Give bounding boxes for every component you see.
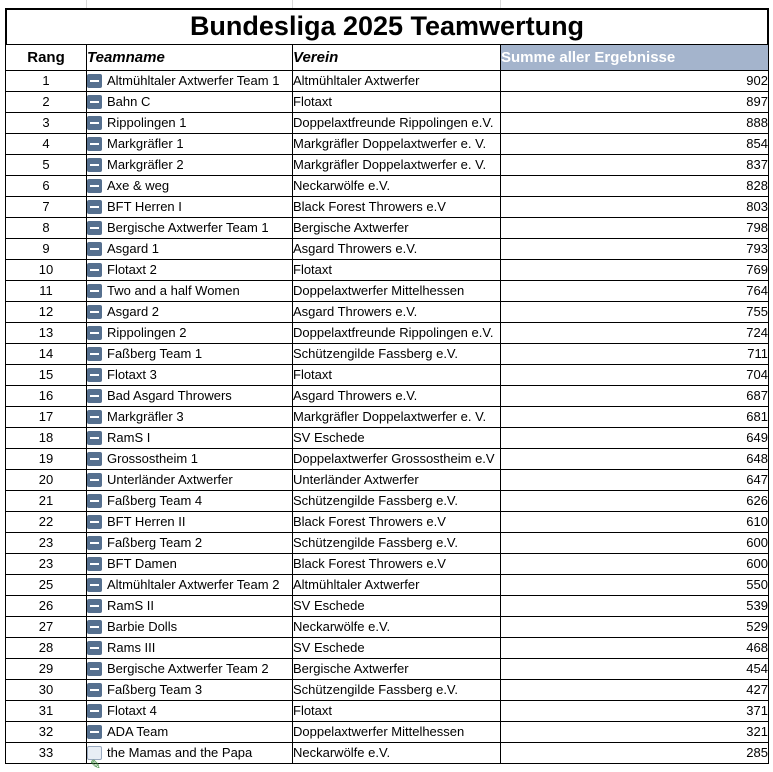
team-label: Faßberg Team 4: [107, 493, 203, 508]
cell-summe[interactable]: 888: [501, 113, 769, 134]
cell-rang[interactable]: 8: [6, 218, 87, 239]
cell-teamname[interactable]: [87, 701, 293, 722]
cell-rang[interactable]: 7: [6, 197, 87, 218]
cell-summe[interactable]: 648: [501, 449, 769, 470]
edit-button[interactable]: [87, 746, 102, 772]
minus-icon[interactable]: [87, 305, 102, 319]
header-rang[interactable]: Rang: [6, 45, 87, 71]
team-label: Axe & weg: [107, 178, 170, 193]
cell-verein[interactable]: Asgard Throwers e.V.: [293, 239, 501, 260]
cell-rang[interactable]: 6: [6, 176, 87, 197]
cell-summe[interactable]: 600: [501, 554, 769, 575]
cell-verein[interactable]: Schützengilde Fassberg e.V.: [293, 491, 501, 512]
table-row: [6, 197, 769, 218]
cell-summe[interactable]: 897: [501, 92, 769, 113]
cell-verein[interactable]: Doppelaxtfreunde Rippolingen e.V.: [293, 113, 501, 134]
cell-verein[interactable]: Markgräfler Doppelaxtwerfer e. V.: [293, 155, 501, 176]
cell-teamname[interactable]: [87, 113, 293, 134]
cell-summe[interactable]: 854: [501, 134, 769, 155]
team-label: Rippolingen 2: [107, 325, 187, 340]
cell-rang[interactable]: 16: [6, 386, 87, 407]
cell-rang[interactable]: 28: [6, 638, 87, 659]
cell-teamname[interactable]: [87, 407, 293, 428]
minus-icon[interactable]: [87, 473, 102, 487]
cell-teamname[interactable]: [87, 680, 293, 701]
table-row: [6, 218, 769, 239]
minus-icon[interactable]: [87, 704, 102, 718]
cell-teamname[interactable]: [87, 134, 293, 155]
team-label: RamS I: [107, 430, 151, 445]
cell-teamname[interactable]: [87, 218, 293, 239]
minus-icon[interactable]: [87, 494, 102, 508]
cell-verein[interactable]: Neckarwölfe e.V.: [293, 176, 501, 197]
cell-verein[interactable]: Black Forest Throwers e.V: [293, 554, 501, 575]
table-row: [6, 449, 769, 470]
cell-teamname[interactable]: [87, 92, 293, 113]
table-row: [6, 407, 769, 428]
cell-verein[interactable]: SV Eschede: [293, 638, 501, 659]
cell-summe[interactable]: 371: [501, 701, 769, 722]
table-row: [6, 743, 769, 764]
table-row: [6, 638, 769, 659]
cell-verein[interactable]: Markgräfler Doppelaxtwerfer e. V.: [293, 134, 501, 155]
table-row: [6, 113, 769, 134]
cell-rang[interactable]: 33: [6, 743, 87, 764]
cell-rang[interactable]: 11: [6, 281, 87, 302]
cell-summe[interactable]: 837: [501, 155, 769, 176]
cell-verein[interactable]: Markgräfler Doppelaxtwerfer e. V.: [293, 407, 501, 428]
cell-summe[interactable]: 902: [501, 71, 769, 92]
cell-summe[interactable]: 285: [501, 743, 769, 764]
cell-teamname[interactable]: [87, 344, 293, 365]
team-label: Faßberg Team 3: [107, 682, 203, 697]
table-row: [6, 701, 769, 722]
cell-rang[interactable]: 19: [6, 449, 87, 470]
cell-rang[interactable]: 22: [6, 512, 87, 533]
minus-icon[interactable]: [87, 410, 102, 424]
cell-rang[interactable]: 30: [6, 680, 87, 701]
header-summe[interactable]: Summe aller Ergebnisse: [501, 45, 769, 71]
team-label: Bergische Axtwerfer Team 2: [107, 661, 269, 676]
minus-icon[interactable]: [87, 158, 102, 172]
team-label: Faßberg Team 1: [107, 346, 203, 361]
cell-summe[interactable]: 610: [501, 512, 769, 533]
cell-rang[interactable]: 23: [6, 533, 87, 554]
minus-icon[interactable]: [87, 641, 102, 655]
cell-rang[interactable]: 5: [6, 155, 87, 176]
minus-icon[interactable]: [87, 95, 102, 109]
table-row: [6, 554, 769, 575]
minus-icon[interactable]: [87, 515, 102, 529]
cell-verein[interactable]: Schützengilde Fassberg e.V.: [293, 533, 501, 554]
sheet-title: Bundesliga 2025 Teamwertung: [5, 8, 769, 44]
team-label: Bergische Axtwerfer Team 1: [107, 220, 269, 235]
cell-rang[interactable]: 32: [6, 722, 87, 743]
minus-icon[interactable]: [87, 284, 102, 298]
cell-teamname[interactable]: [87, 449, 293, 470]
cell-rang[interactable]: 31: [6, 701, 87, 722]
table-row: [6, 659, 769, 680]
minus-icon[interactable]: [87, 137, 102, 151]
cell-summe[interactable]: 681: [501, 407, 769, 428]
cell-verein[interactable]: Asgard Throwers e.V.: [293, 302, 501, 323]
cell-summe[interactable]: 550: [501, 575, 769, 596]
minus-icon[interactable]: [87, 620, 102, 634]
cell-summe[interactable]: 539: [501, 596, 769, 617]
minus-icon[interactable]: [87, 599, 102, 613]
cell-verein[interactable]: Schützengilde Fassberg e.V.: [293, 344, 501, 365]
cell-summe[interactable]: 626: [501, 491, 769, 512]
cell-rang[interactable]: 23: [6, 554, 87, 575]
cell-verein[interactable]: Unterländer Axtwerfer: [293, 470, 501, 491]
minus-icon[interactable]: [87, 263, 102, 277]
cell-teamname[interactable]: [87, 428, 293, 449]
table-row: [6, 596, 769, 617]
cell-summe[interactable]: 321: [501, 722, 769, 743]
table-row: [6, 386, 769, 407]
team-label: Flotaxt 4: [107, 703, 157, 718]
cell-teamname[interactable]: [87, 323, 293, 344]
minus-icon[interactable]: [87, 116, 102, 130]
table-row: [6, 260, 769, 281]
table-row: [6, 365, 769, 386]
minus-icon[interactable]: [87, 452, 102, 466]
cell-teamname[interactable]: [87, 596, 293, 617]
cell-teamname[interactable]: [87, 512, 293, 533]
cell-teamname[interactable]: [87, 470, 293, 491]
minus-icon[interactable]: [87, 431, 102, 445]
team-label: Rams III: [107, 640, 156, 655]
table-row: [6, 302, 769, 323]
cell-verein[interactable]: Neckarwölfe e.V.: [293, 743, 501, 764]
minus-icon[interactable]: [87, 200, 102, 214]
cell-summe[interactable]: 828: [501, 176, 769, 197]
cell-rang[interactable]: 25: [6, 575, 87, 596]
cell-verein[interactable]: Altmühltaler Axtwerfer: [293, 71, 501, 92]
cell-teamname[interactable]: [87, 575, 293, 596]
team-label: Flotaxt 2: [107, 262, 157, 277]
team-label: BFT Damen: [107, 556, 177, 571]
cell-teamname[interactable]: [87, 260, 293, 281]
table-row: [6, 533, 769, 554]
cell-teamname[interactable]: [87, 386, 293, 407]
minus-icon[interactable]: [87, 557, 102, 571]
table-row: [6, 71, 769, 92]
table-row: [6, 575, 769, 596]
cell-teamname[interactable]: [87, 155, 293, 176]
cell-verein[interactable]: Bergische Axtwerfer: [293, 659, 501, 680]
cell-teamname[interactable]: [87, 365, 293, 386]
cell-summe[interactable]: 764: [501, 281, 769, 302]
cell-rang[interactable]: 10: [6, 260, 87, 281]
table-row: [6, 239, 769, 260]
cell-verein[interactable]: SV Eschede: [293, 428, 501, 449]
team-label: Markgräfler 1: [107, 136, 184, 151]
table-row: [6, 680, 769, 701]
cell-verein[interactable]: Flotaxt: [293, 701, 501, 722]
cell-rang[interactable]: 14: [6, 344, 87, 365]
cell-teamname[interactable]: [87, 176, 293, 197]
cell-verein[interactable]: Black Forest Throwers e.V: [293, 197, 501, 218]
pencil-icon[interactable]: ✎: [90, 756, 101, 772]
minus-icon[interactable]: [87, 242, 102, 256]
cell-rang[interactable]: 21: [6, 491, 87, 512]
cell-rang[interactable]: 1: [6, 71, 87, 92]
team-label: ADA Team: [107, 724, 169, 739]
minus-icon[interactable]: [87, 326, 102, 340]
cell-verein[interactable]: Asgard Throwers e.V.: [293, 386, 501, 407]
table-row: [6, 617, 769, 638]
cell-summe[interactable]: 704: [501, 365, 769, 386]
team-label: Rippolingen 1: [107, 115, 187, 130]
cell-teamname[interactable]: [87, 197, 293, 218]
cell-summe[interactable]: 600: [501, 533, 769, 554]
team-label: Bad Asgard Throwers: [107, 388, 232, 403]
cell-summe[interactable]: 647: [501, 470, 769, 491]
team-label: Grossostheim 1: [107, 451, 199, 466]
table-row: [6, 176, 769, 197]
table-row: [6, 512, 769, 533]
cell-verein[interactable]: Doppelaxtfreunde Rippolingen e.V.: [293, 323, 501, 344]
minus-icon[interactable]: [87, 725, 102, 739]
header-verein[interactable]: Verein: [293, 45, 501, 71]
cell-verein[interactable]: Doppelaxtwerfer Mittelhessen: [293, 281, 501, 302]
cell-verein[interactable]: Flotaxt: [293, 92, 501, 113]
cell-summe[interactable]: 793: [501, 239, 769, 260]
cell-summe[interactable]: 798: [501, 218, 769, 239]
cell-rang[interactable]: 2: [6, 92, 87, 113]
cell-teamname[interactable]: [87, 659, 293, 680]
team-label: Markgräfler 2: [107, 157, 184, 172]
table-row: [6, 344, 769, 365]
table-row: [6, 323, 769, 344]
header-row: [6, 45, 769, 71]
team-label: Unterländer Axtwerfer: [107, 472, 233, 487]
cell-summe[interactable]: 769: [501, 260, 769, 281]
ranking-table: [5, 44, 769, 772]
cell-teamname[interactable]: [87, 533, 293, 554]
column-guide: [500, 0, 501, 8]
team-label: Markgräfler 3: [107, 409, 184, 424]
table-row: [6, 281, 769, 302]
cell-teamname[interactable]: [87, 491, 293, 512]
minus-icon[interactable]: [87, 74, 102, 88]
team-label: Altmühltaler Axtwerfer Team 2: [107, 577, 280, 592]
cell-summe[interactable]: 529: [501, 617, 769, 638]
team-label: Barbie Dolls: [107, 619, 178, 634]
cell-verein[interactable]: Flotaxt: [293, 365, 501, 386]
team-label: Faßberg Team 2: [107, 535, 203, 550]
cell-teamname[interactable]: [87, 239, 293, 260]
team-label: RamS II: [107, 598, 154, 613]
team-label: Two and a half Women: [107, 283, 240, 298]
cell-teamname[interactable]: [87, 302, 293, 323]
column-guide: [292, 0, 293, 8]
team-label: the Mamas and the Papa: [107, 745, 253, 760]
cell-summe[interactable]: 468: [501, 638, 769, 659]
cell-summe[interactable]: 454: [501, 659, 769, 680]
team-label: Asgard 2: [107, 304, 160, 319]
table-row: [6, 155, 769, 176]
team-label: Bahn C: [107, 94, 151, 109]
cell-rang[interactable]: 13: [6, 323, 87, 344]
table-row: [6, 722, 769, 743]
team-label: BFT Herren I: [107, 199, 182, 214]
team-label: Flotaxt 3: [107, 367, 157, 382]
cell-rang[interactable]: 12: [6, 302, 87, 323]
minus-icon[interactable]: [87, 536, 102, 550]
team-label: BFT Herren II: [107, 514, 186, 529]
cell-verein[interactable]: Doppelaxtwerfer Grossostheim e.V: [293, 449, 501, 470]
team-label: Altmühltaler Axtwerfer Team 1: [107, 73, 280, 88]
cell-rang[interactable]: 15: [6, 365, 87, 386]
cell-teamname[interactable]: [87, 71, 293, 92]
table-body: [6, 71, 769, 772]
cell-verein[interactable]: Altmühltaler Axtwerfer: [293, 575, 501, 596]
cell-rang[interactable]: 29: [6, 659, 87, 680]
cell-verein[interactable]: Neckarwölfe e.V.: [293, 617, 501, 638]
minus-icon[interactable]: [87, 221, 102, 235]
table-row: [6, 428, 769, 449]
table-row: [6, 491, 769, 512]
table-row: [6, 134, 769, 155]
minus-icon[interactable]: [87, 368, 102, 382]
minus-icon[interactable]: [87, 347, 102, 361]
cell-rang[interactable]: 26: [6, 596, 87, 617]
table-row: [6, 470, 769, 491]
cell-teamname[interactable]: [87, 722, 293, 743]
cell-verein[interactable]: Flotaxt: [293, 260, 501, 281]
cell-teamname[interactable]: [87, 743, 293, 772]
minus-icon[interactable]: [87, 578, 102, 592]
cell-teamname[interactable]: [87, 638, 293, 659]
cell-verein[interactable]: SV Eschede: [293, 596, 501, 617]
cell-teamname[interactable]: [87, 617, 293, 638]
cell-rang[interactable]: 17: [6, 407, 87, 428]
cell-verein[interactable]: Black Forest Throwers e.V: [293, 512, 501, 533]
team-label: Asgard 1: [107, 241, 160, 256]
minus-icon[interactable]: [87, 179, 102, 193]
cell-teamname[interactable]: [87, 554, 293, 575]
cell-rang[interactable]: 3: [6, 113, 87, 134]
cell-rang[interactable]: 27: [6, 617, 87, 638]
header-teamname[interactable]: Teamname: [87, 45, 293, 71]
table-row: [6, 92, 769, 113]
cell-summe[interactable]: 649: [501, 428, 769, 449]
cell-teamname[interactable]: [87, 281, 293, 302]
cell-verein[interactable]: Bergische Axtwerfer: [293, 218, 501, 239]
cell-summe[interactable]: 755: [501, 302, 769, 323]
cell-summe[interactable]: 427: [501, 680, 769, 701]
cell-rang[interactable]: 20: [6, 470, 87, 491]
cell-rang[interactable]: 9: [6, 239, 87, 260]
cell-summe[interactable]: 724: [501, 323, 769, 344]
minus-icon[interactable]: [87, 683, 102, 697]
minus-icon[interactable]: [87, 662, 102, 676]
cell-verein[interactable]: Doppelaxtwerfer Mittelhessen: [293, 722, 501, 743]
column-guide: [86, 0, 87, 8]
minus-icon[interactable]: [87, 389, 102, 403]
cell-rang[interactable]: 18: [6, 428, 87, 449]
cell-rang[interactable]: 4: [6, 134, 87, 155]
cell-summe[interactable]: 711: [501, 344, 769, 365]
cell-verein[interactable]: Schützengilde Fassberg e.V.: [293, 680, 501, 701]
cell-summe[interactable]: 687: [501, 386, 769, 407]
cell-summe[interactable]: 803: [501, 197, 769, 218]
